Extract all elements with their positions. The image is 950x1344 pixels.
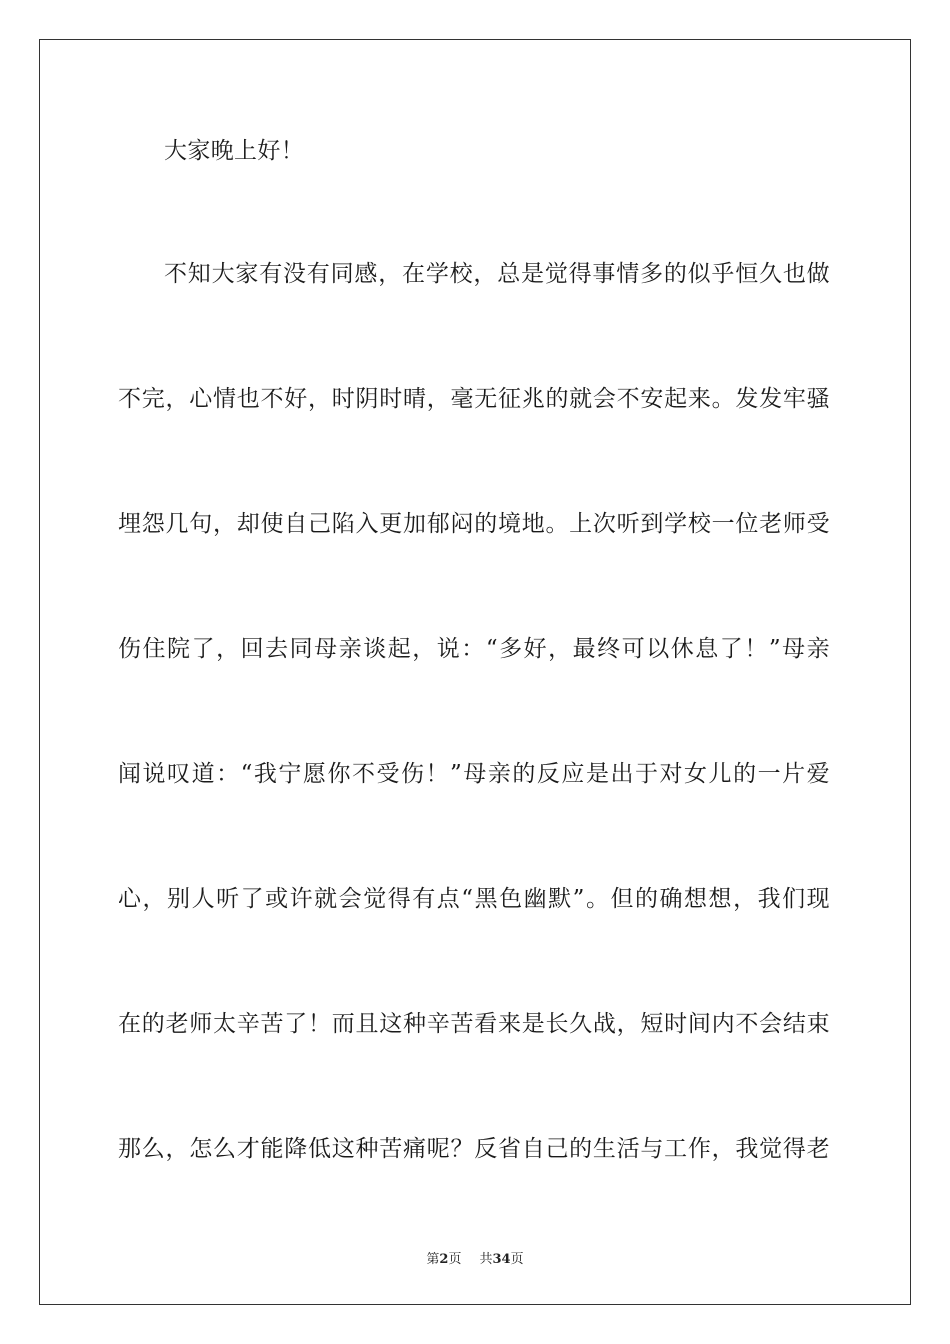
paragraph-line: 伤住院了，回去同母亲谈起，说：“多好，最终可以休息了！”母亲 xyxy=(118,636,830,662)
paragraph-line: 那么，怎么才能降低这种苦痛呢？反省自己的生活与工作，我觉得老 xyxy=(118,1136,830,1162)
total-label-prefix: 共 xyxy=(479,1252,493,1267)
paragraph-line: 埋怨几句，却使自己陷入更加郁闷的境地。上次听到学校一位老师受 xyxy=(118,511,830,537)
paragraph-line: 在的老师太辛苦了！而且这种辛苦看来是长久战，短时间内不会结束 xyxy=(118,1011,830,1037)
paragraph-line: 闻说叹道：“我宁愿你不受伤！”母亲的反应是出于对女儿的一片爱 xyxy=(118,761,830,787)
page-label-prefix: 第 xyxy=(426,1252,440,1267)
total-label-suffix: 页 xyxy=(510,1252,524,1267)
greeting-line: 大家晚上好！ xyxy=(164,138,305,164)
page-number: 2 xyxy=(439,1252,449,1267)
paragraph-line: 不完，心情也不好，时阴时晴，毫无征兆的就会不安起来。发发牢骚 xyxy=(118,386,830,412)
page-label-suffix: 页 xyxy=(448,1252,462,1267)
total-pages: 34 xyxy=(492,1252,511,1267)
page-border xyxy=(39,39,911,1305)
paragraph-line: 心，别人听了或许就会觉得有点“黑色幽默”。但的确想想，我们现 xyxy=(118,886,830,912)
page-footer xyxy=(0,1248,950,1267)
paragraph-line: 不知大家有没有同感，在学校，总是觉得事情多的似乎恒久也做 xyxy=(164,261,830,287)
